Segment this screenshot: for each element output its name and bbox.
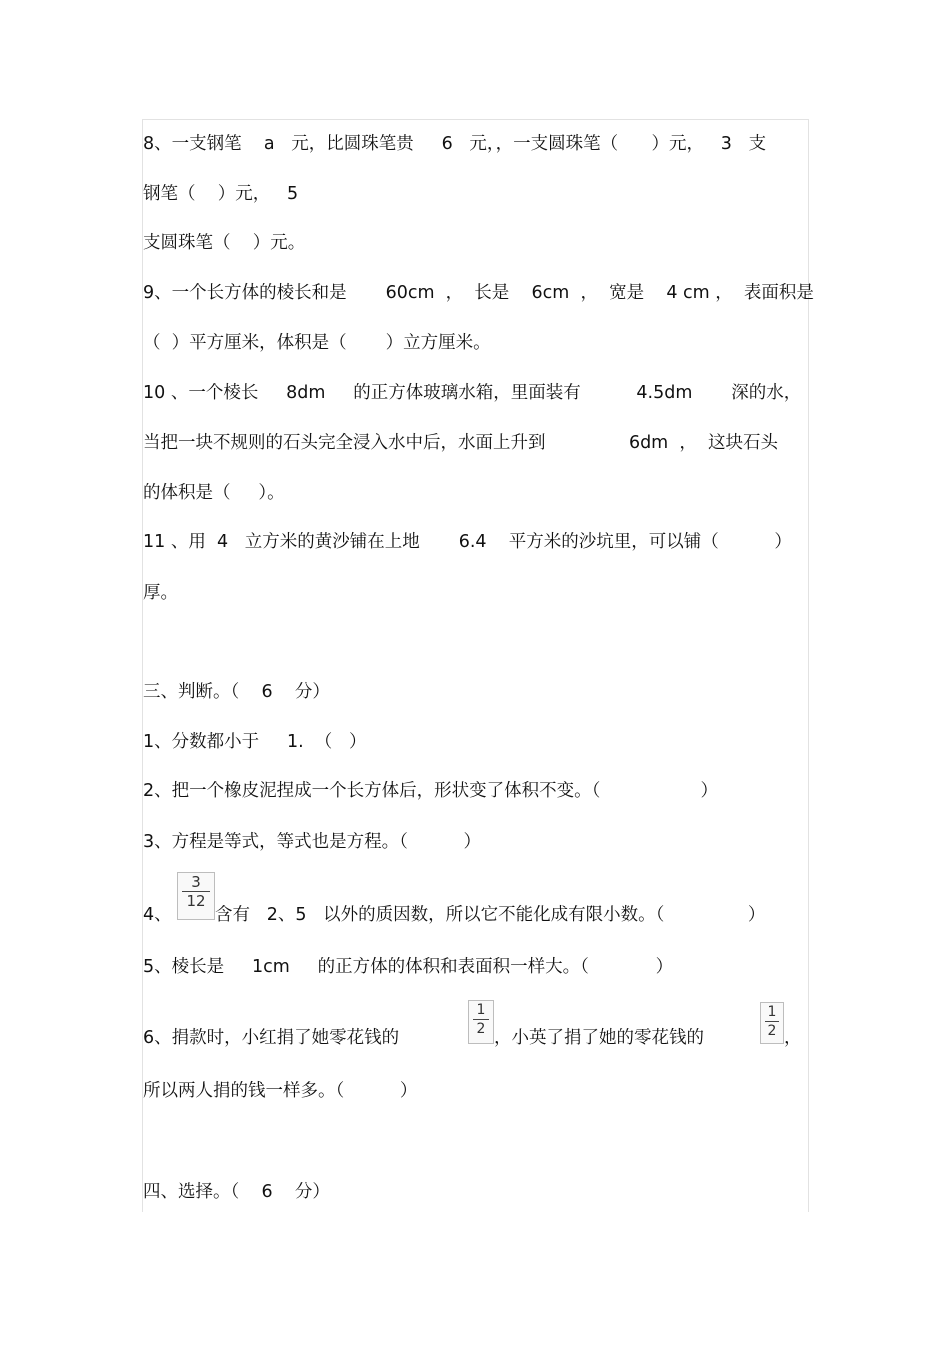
judgement-6-part-1: 6、捐款时，小红捐了她零花钱的: [143, 1028, 400, 1048]
question-10-line-3: 的体积是（ ）。: [143, 483, 285, 503]
fraction-denominator: 2: [767, 1023, 777, 1039]
question-10-line-2: 当把一块不规则的石头完全浸入水中后，水面上升到 6dm ， 这块石头: [143, 433, 778, 453]
question-8-line-1: 8、一支钢笔 a 元，比圆珠笔贵 6 元，，一支圆珠笔（ ）元， 3 支: [143, 134, 767, 154]
judgement-4-number: 4、: [143, 905, 172, 925]
section-3-heading: 三、判断。（ 6 分）: [143, 682, 330, 702]
judgement-5: 5、棱长是 1cm 的正方体的体积和表面积一样大。（ ）: [143, 957, 674, 977]
question-11-line-1: 11 、用 4 立方米的黄沙铺在上地 6.4 平方米的沙坑里，可以铺（ ）: [143, 532, 792, 552]
judgement-6-comma: ，: [784, 1028, 802, 1048]
question-8-line-3: 支圆珠笔（ ）元。: [143, 233, 306, 253]
question-10-line-1: 10 、一个棱长 8dm 的正方体玻璃水箱，里面装有 4.5dm 深的水，: [143, 383, 802, 403]
judgement-1: 1、分数都小于 1. （ ）: [143, 732, 367, 752]
question-9-line-1: 9、一个长方体的棱长和是 60cm ， 长是 6cm ， 宽是 4 cm ， 表面积是: [143, 283, 814, 303]
fraction-numerator: 1: [767, 1004, 777, 1020]
fraction-numerator: 3: [191, 873, 201, 891]
judgement-3: 3、方程是等式，等式也是方程。（ ）: [143, 832, 482, 852]
section-4-heading: 四、选择。（ 6 分）: [143, 1182, 330, 1202]
fraction-numerator: 1: [476, 1002, 486, 1018]
judgement-2: 2、把一个橡皮泥捏成一个长方体后，形状变了体积不变。（ ）: [143, 781, 719, 801]
fraction-3-12: [177, 872, 215, 920]
fraction-1-2-second: [760, 1002, 784, 1044]
question-11-line-2: 厚。: [143, 583, 178, 603]
judgement-6-part-3: 所以两人捐的钱一样多。（ ）: [143, 1081, 418, 1101]
fraction-denominator: 2: [476, 1021, 486, 1037]
judgement-6-part-2: ，小英了捐了她的零花钱的: [494, 1028, 704, 1048]
judgement-4-text: 含有 2、5 以外的质因数，所以它不能化成有限小数。（ ）: [215, 905, 766, 925]
question-9-line-2: （ ）平方厘米，体积是（ ）立方厘米。: [143, 333, 491, 353]
question-8-line-2: 钢笔（ ）元， 5: [143, 184, 299, 204]
fraction-denominator: 12: [186, 892, 206, 910]
fraction-1-2-first: [468, 1000, 494, 1044]
